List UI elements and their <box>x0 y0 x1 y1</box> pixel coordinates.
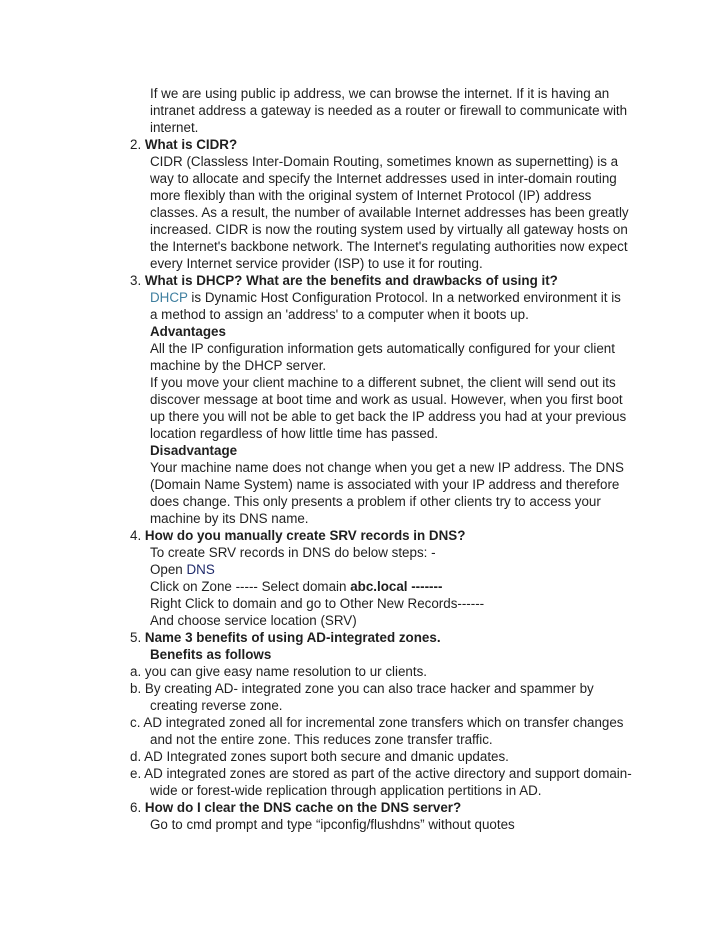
subheading <box>150 442 237 459</box>
text-line: Go to cmd prompt and type “ipconfig/flushdns” without quotes <box>150 817 515 832</box>
list-item <box>130 765 632 782</box>
question-text: Name 3 benefits of using AD-integrated zones. <box>144 630 441 645</box>
text-line: more flexibly than with the original system of Internet Protocol (IP) address <box>150 188 592 203</box>
list-letter: b. <box>130 681 142 696</box>
text-line: internet. <box>150 120 199 135</box>
question-text: How do I clear the DNS cache on the DNS server? <box>144 800 462 815</box>
text-line: the Internet's backbone network. The Internet's regulating authorities now expect <box>150 239 628 254</box>
text-line: wide or forest-wide replication through application pertitions in AD. <box>150 783 542 798</box>
question-heading <box>130 272 558 289</box>
text-line: Right Click to domain and go to Other New Records------ <box>150 596 485 611</box>
text-line: creating reverse zone. <box>150 698 283 713</box>
subheading <box>150 323 226 340</box>
line-text: AD integrated zoned all for incremental zone transfers which on transfer changes <box>143 715 624 730</box>
text-line: CIDR (Classless Inter-Domain Routing, sometimes known as supernetting) is a <box>150 154 619 169</box>
text-line: intranet address a gateway is needed as a router or firewall to communicate with <box>150 103 628 118</box>
text-line <box>150 289 621 306</box>
text-line: discover message at boot time and work as usual. However, when you first boot <box>150 392 623 407</box>
subheading-text: Advantages <box>150 324 226 339</box>
subheading-text: Disadvantage <box>150 443 238 458</box>
text-line: up there you will not be able to get back the IP address you had at your previous <box>150 409 627 424</box>
list-letter: e. <box>130 766 142 781</box>
list-number: 5. <box>130 630 142 645</box>
text-line: machine by the DHCP server. <box>150 358 327 373</box>
list-item <box>130 714 624 731</box>
question-heading <box>130 799 461 816</box>
list-letter: a. <box>130 664 142 679</box>
list-item <box>130 680 594 697</box>
text-line: If you move your client machine to a different subnet, the client will send out its <box>150 375 616 390</box>
list-item <box>130 748 509 765</box>
list-letter: d. <box>130 749 142 764</box>
list-number: 4. <box>130 528 142 543</box>
text-line: To create SRV records in DNS do below steps: - <box>150 545 436 560</box>
text-line: And choose service location (SRV) <box>150 613 357 628</box>
question-text: What is CIDR? <box>144 137 238 152</box>
line-text: AD integrated zones are stored as part of the active directory and support domain- <box>144 766 632 781</box>
subheading <box>150 646 271 663</box>
text-line <box>150 578 442 595</box>
question-heading <box>130 527 465 544</box>
text-line: If we are using public ip address, we can browse the internet. If it is having an <box>150 86 610 101</box>
text-line: does change. This only presents a problem if other clients try to access your <box>150 494 601 509</box>
text-line: a method to assign an 'address' to a computer when it boots up. <box>150 307 529 322</box>
subheading-text: Benefits as follows <box>150 647 272 662</box>
list-number: 3. <box>130 273 142 288</box>
list-item <box>130 663 427 680</box>
text-line: way to allocate and specify the Internet addresses used in inter-domain routing <box>150 171 617 186</box>
list-number: 6. <box>130 800 142 815</box>
question-text: What is DHCP? What are the benefits and drawbacks of using it? <box>144 273 558 288</box>
text-line: machine by its DNS name. <box>150 511 309 526</box>
line-text: Click on Zone ----- Select domain <box>150 579 351 594</box>
text-line: increased. CIDR is now the routing system used by virtually all gateway hosts on <box>150 222 628 237</box>
text-line: classes. As a result, the number of available Internet addresses has been greatly <box>150 205 629 220</box>
text-line: Your machine name does not change when you get a new IP address. The DNS <box>150 460 624 475</box>
dns-link[interactable]: DNS <box>186 562 215 577</box>
question-heading <box>130 629 441 646</box>
list-letter: c. <box>130 715 141 730</box>
line-text: AD Integrated zones suport both secure and dmanic updates. <box>144 749 509 764</box>
line-text: Open <box>150 562 187 577</box>
text-line <box>150 561 215 578</box>
domain-name: abc.local ------- <box>350 579 443 594</box>
question-text: How do you manually create SRV records in DNS? <box>144 528 466 543</box>
list-number: 2. <box>130 137 142 152</box>
text-line: All the IP configuration information gets automatically configured for your client <box>150 341 615 356</box>
text-line: (Domain Name System) name is associated with your IP address and therefore <box>150 477 620 492</box>
line-text: you can give easy name resolution to ur clients. <box>144 664 428 679</box>
question-heading <box>130 136 237 153</box>
text-line: every Internet service provider (ISP) to use it for routing. <box>150 256 483 271</box>
text-line: location regardless of how little time has passed. <box>150 426 439 441</box>
dhcp-link[interactable]: DHCP <box>150 290 188 305</box>
text-line: and not the entire zone. This reduces zone transfer traffic. <box>150 732 493 747</box>
line-text: By creating AD- integrated zone you can also trace hacker and spammer by <box>144 681 594 696</box>
line-text: is Dynamic Host Configuration Protocol. In a networked environment it is <box>187 290 621 305</box>
